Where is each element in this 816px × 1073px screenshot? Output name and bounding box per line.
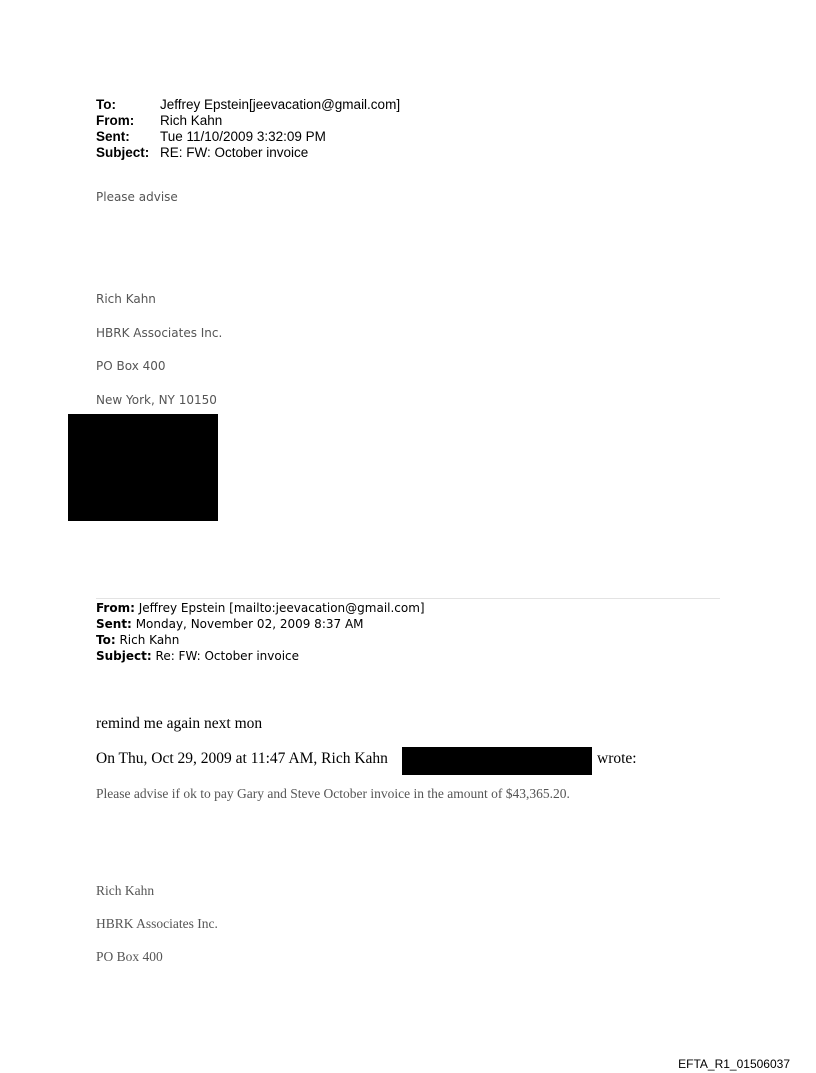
fwd-to-row <box>96 632 425 648</box>
from-value: Rich Kahn <box>160 113 223 128</box>
subject-value: RE: FW: October invoice <box>160 145 309 160</box>
subject-row <box>96 145 400 161</box>
sent-label: Sent: <box>96 129 130 144</box>
message-divider <box>96 598 720 599</box>
sent-row <box>96 129 400 145</box>
reply-body: Please advise <box>96 190 178 204</box>
reply-signature-pobox: PO Box 400 <box>96 359 166 373</box>
quote-intro: On Thu, Oct 29, 2009 at 11:47 AM, Rich Kahn <box>96 750 388 767</box>
sent-value: Tue 11/10/2009 3:32:09 PM <box>160 129 326 144</box>
quoted-signature-name: Rich Kahn <box>96 883 155 898</box>
email-header <box>96 97 400 161</box>
fwd-from-value: Jeffrey Epstein [mailto:jeevacation@gmail.com] <box>138 601 425 615</box>
to-label: To: <box>96 97 116 112</box>
subject-label: Subject: <box>96 145 150 160</box>
fwd-sent-value: Monday, November 02, 2009 8:37 AM <box>135 617 364 631</box>
quoted-body: Please advise if ok to pay Gary and Steve October invoice in the amount of $43,365.20. <box>96 786 570 801</box>
fwd-sent-label: Sent: <box>96 617 132 631</box>
redaction-email <box>402 747 592 775</box>
fwd-from-label: From: <box>96 601 135 615</box>
from-label: From: <box>96 113 135 128</box>
fwd-subject-label: Subject: <box>96 649 152 663</box>
reply-signature-company: HBRK Associates Inc. <box>96 326 223 340</box>
fwd-to-value: Rich Kahn <box>119 633 180 647</box>
fwd-subject-value: Re: FW: October invoice <box>155 649 300 663</box>
from-row <box>96 113 400 129</box>
reply-signature-city: New York, NY 10150 <box>96 393 217 407</box>
document-id: EFTA_R1_01506037 <box>678 1057 790 1071</box>
forwarded-body: remind me again next mon <box>96 715 263 732</box>
quoted-signature-pobox: PO Box 400 <box>96 949 163 964</box>
quoted-signature-company: HBRK Associates Inc. <box>96 916 218 931</box>
to-row <box>96 97 400 113</box>
fwd-sent-row <box>96 616 425 632</box>
fwd-from-row <box>96 600 425 616</box>
reply-signature-name: Rich Kahn <box>96 292 156 306</box>
fwd-subject-row <box>96 648 425 664</box>
to-value: Jeffrey Epstein[jeevacation@gmail.com] <box>160 97 401 112</box>
redaction-block <box>68 414 218 521</box>
fwd-to-label: To: <box>96 633 116 647</box>
forwarded-header <box>96 600 425 664</box>
quote-wrote: wrote: <box>597 750 637 767</box>
